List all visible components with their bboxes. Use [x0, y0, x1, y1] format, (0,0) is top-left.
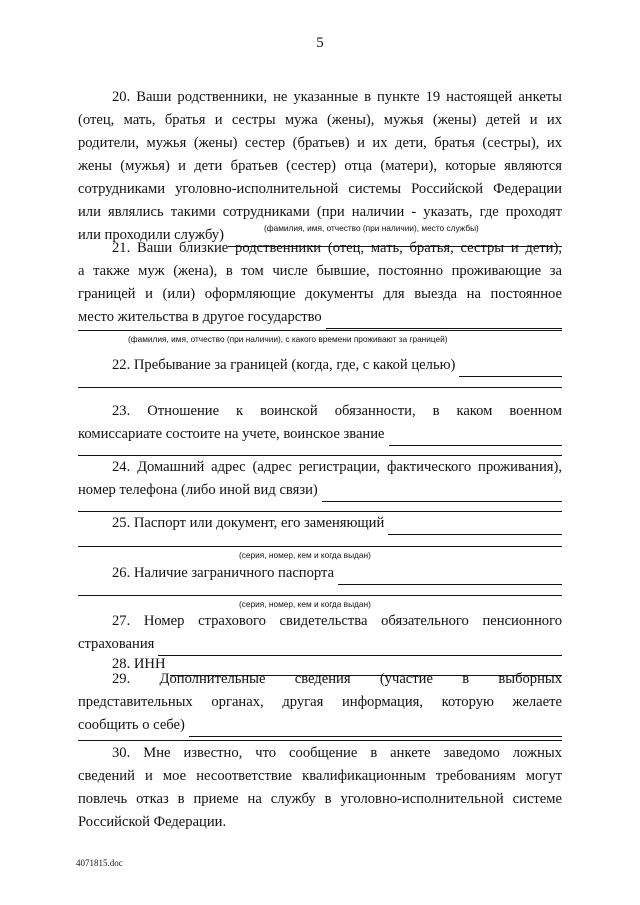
item-21-answer-line-2[interactable] — [78, 330, 562, 331]
item-20-line-4: жены (мужья) и дети братьев (сестер) отца (матери), которые являются — [78, 158, 562, 174]
item-29-answer-line-2[interactable] — [78, 740, 562, 741]
item-26-text: 26. Наличие заграничного паспорта — [112, 565, 335, 581]
item-22-answer-line-2[interactable] — [78, 387, 562, 388]
item-29-line-1: 29. Дополнительные сведения (участие в выборных — [112, 671, 562, 687]
item-27-line-1: 27. Номер страхового свидетельства обязательного пенсионного — [112, 613, 562, 629]
item-24 — [78, 456, 562, 502]
item-20-line-1: 20. Ваши родственники, не указанные в пункте 19 настоящей анкеты — [112, 89, 562, 105]
item-24-last-line: номер телефона (либо иной вид связи) — [78, 482, 318, 498]
item-25-text: 25. Паспорт или документ, его заменяющий — [112, 515, 385, 531]
item-30-line-2: сведений и мое несоответствие квалификационным требованиям могут — [78, 768, 562, 784]
item-21-answer-field[interactable] — [326, 311, 562, 329]
item-22-answer-field[interactable] — [459, 359, 562, 377]
page-number: 5 — [316, 35, 324, 51]
item-21-line-1: 21. Ваши близкие родственники (отец, мать, братья, сестры и дети), — [112, 240, 562, 256]
item-23-line-1: 23. Отношение к воинской обязанности, в каком военном — [112, 403, 562, 419]
item-30-line-1: 30. Мне известно, что сообщение в анкете заведомо ложных — [112, 745, 562, 761]
item-30-line-3: повлечь отказ в приеме на службу в уголовно-исполнительной системе — [78, 791, 562, 807]
item-27-last-line: страхования — [78, 636, 155, 652]
item-30-last-line: Российской Федерации. — [78, 814, 227, 830]
item-29 — [78, 668, 562, 737]
file-name-footer: 4071815.doc — [76, 858, 123, 868]
item-29-line-2: представительных органах, другая информация, которую желаете — [78, 694, 562, 710]
item-20-caption: (фамилия, имя, отчество (при наличии), место службы) — [264, 223, 479, 233]
item-23-last-line: комиссариате состоите на учете, воинское звание — [78, 426, 385, 442]
item-23 — [78, 400, 562, 446]
item-24-answer-field[interactable] — [322, 484, 562, 502]
item-26-caption: (серия, номер, кем и когда выдан) — [239, 599, 371, 609]
item-20-line-3: родители, мужья (жены) сестер (братьев) и их дети, братья (сестры), их — [78, 135, 562, 151]
item-22 — [112, 354, 562, 377]
item-29-last-line: сообщить о себе) — [78, 717, 185, 733]
item-21-line-3: границей и (или) оформляющие документы для выезда на постоянное — [78, 286, 562, 302]
item-20-line-2: (отец, мать, братья и сестры мужа (жены), мужья (жены) детей и их — [78, 112, 562, 128]
item-30 — [78, 742, 562, 834]
item-28-text: 28. ИНН — [112, 656, 166, 672]
item-23-answer-field[interactable] — [389, 428, 562, 446]
item-26-answer-line-2[interactable] — [78, 595, 562, 596]
item-25-caption: (серия, номер, кем и когда выдан) — [239, 550, 371, 560]
item-25-answer-field[interactable] — [388, 517, 562, 535]
item-26 — [112, 562, 562, 585]
item-22-text: 22. Пребывание за границей (когда, где, с какой целью) — [112, 357, 456, 373]
item-21 — [78, 237, 562, 329]
item-20-line-6: или являлись такими сотрудниками (при наличии - указать, где проходят — [78, 204, 562, 220]
item-26-answer-field[interactable] — [338, 567, 562, 585]
item-21-line-2: а также муж (жена), в том числе бывшие, постоянно проживающие за — [78, 263, 562, 279]
item-20-last-line: или проходили службу) — [78, 227, 224, 243]
item-20-line-5: сотрудниками уголовно-исполнительной системы Российской Федерации — [78, 181, 562, 197]
item-25-answer-line-2[interactable] — [78, 546, 562, 547]
item-24-line-1: 24. Домашний адрес (адрес регистрации, фактического проживания), — [112, 459, 562, 475]
item-25 — [112, 512, 562, 535]
item-21-last-line: место жительства в другое государство — [78, 309, 322, 325]
item-21-caption: (фамилия, имя, отчество (при наличии), с какого времени проживают за границей) — [128, 334, 448, 344]
item-27 — [78, 610, 562, 656]
item-29-answer-field[interactable] — [189, 719, 562, 737]
